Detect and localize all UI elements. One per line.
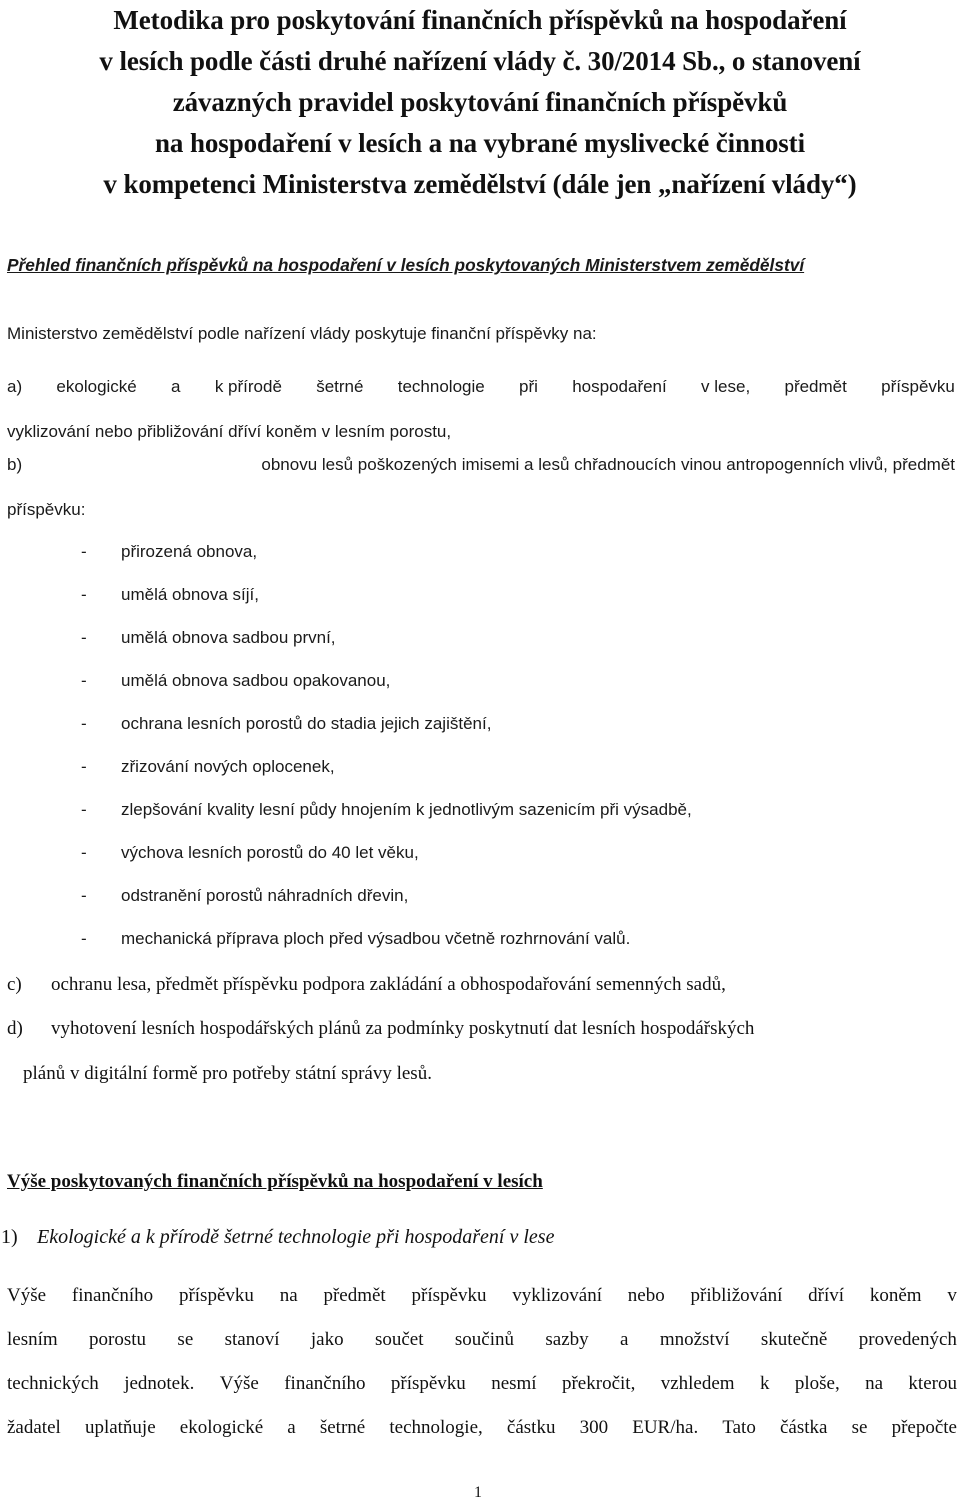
item-b-sub-list xyxy=(81,530,692,960)
item-d-line2: plánů v digitální formě pro potřeby státní správy lesů. xyxy=(23,1063,432,1084)
paragraph-word: přibližování xyxy=(690,1285,783,1306)
overview-heading: Přehled finančních příspěvků na hospodaření v lesích poskytovaných Ministerstvem zemědělství xyxy=(7,255,805,275)
subsection-1-number: 1) xyxy=(1,1226,18,1248)
document-title xyxy=(0,0,960,205)
item-c-text: ochranu lesa, předmět příspěvku podpora zakládání a obhospodařování semenných sadů, xyxy=(51,974,726,995)
list-item xyxy=(81,530,692,573)
list-dash: - xyxy=(81,671,87,690)
list-item xyxy=(81,831,692,874)
list-dash: - xyxy=(81,585,87,604)
paragraph-word: překročit, xyxy=(561,1373,636,1394)
list-item-text: umělá obnova sadbou první, xyxy=(121,628,336,647)
paragraph-word: lesním xyxy=(7,1329,58,1350)
title-line: v lesích podle části druhé nařízení vlády č. 30/2014 Sb., o stanovení xyxy=(99,46,861,76)
list-dash: - xyxy=(81,886,87,905)
overview-intro: Ministerstvo zemědělství podle nařízení vlády poskytuje finanční příspěvky na: xyxy=(7,324,597,343)
list-dash: - xyxy=(81,843,87,862)
item-a-line2: vyklizování nebo přibližování dříví koněm v lesním porostu, xyxy=(7,422,452,441)
list-item-text: umělá obnova síjí, xyxy=(121,585,259,604)
paragraph-word: dříví xyxy=(808,1285,845,1306)
list-dash: - xyxy=(81,714,87,733)
title-line: v kompetenci Ministerstva zemědělství (dále jen „nařízení vlády“) xyxy=(103,169,857,199)
item-b-line2: příspěvku: xyxy=(7,500,86,519)
list-item xyxy=(81,745,692,788)
list-item xyxy=(81,573,692,616)
paragraph-word: Tato xyxy=(722,1417,756,1438)
subsection-1-title: Ekologické a k přírodě šetrné technologie při hospodaření v lese xyxy=(37,1226,555,1248)
paragraph-word: kterou xyxy=(908,1373,957,1394)
list-dash: - xyxy=(81,800,87,819)
paragraph-word: Výše xyxy=(219,1373,259,1394)
list-item-text: ochrana lesních porostů do stadia jejich zajištění, xyxy=(121,714,492,733)
item-b-word: b) xyxy=(7,455,23,474)
paragraph-word: Výše xyxy=(7,1285,47,1306)
paragraph-word: finančního xyxy=(284,1373,366,1394)
list-dash: - xyxy=(81,628,87,647)
item-d xyxy=(7,1006,957,1096)
paragraph-word: žadatel xyxy=(7,1417,61,1438)
paragraph-word: EUR/ha. xyxy=(632,1417,699,1438)
paragraph-word: příspěvku xyxy=(390,1373,466,1394)
paragraph-word: součinů xyxy=(454,1329,515,1350)
paragraph-word: na xyxy=(865,1373,884,1394)
paragraph-word: 300 xyxy=(579,1417,609,1438)
paragraph-word: vzhledem xyxy=(660,1373,735,1394)
list-dash: - xyxy=(81,757,87,776)
paragraph-word: ekologické xyxy=(179,1417,264,1438)
list-dash: - xyxy=(81,542,87,561)
paragraph-word: přepočte xyxy=(891,1417,957,1438)
item-a-word: při xyxy=(519,377,538,396)
item-a-word: příspěvku xyxy=(881,377,955,396)
paragraph-word: se xyxy=(851,1417,868,1438)
paragraph-line xyxy=(7,1318,957,1362)
list-item-text: zlepšování kvality lesní půdy hnojením k jednotlivým sazenicím při výsadbě, xyxy=(121,800,692,819)
item-a-word: a xyxy=(171,377,181,396)
item-a-word: a) xyxy=(7,377,23,396)
paragraph-word: skutečně xyxy=(760,1329,828,1350)
paragraph-word: šetrné xyxy=(319,1417,366,1438)
item-a xyxy=(7,364,955,454)
paragraph-word: předmět xyxy=(323,1285,386,1306)
list-item-text: umělá obnova sadbou opakovanou, xyxy=(121,671,391,690)
paragraph-line xyxy=(7,1362,957,1406)
paragraph-word: částku xyxy=(506,1417,556,1438)
paragraph-word: na xyxy=(279,1285,298,1306)
paragraph-word: částka xyxy=(779,1417,828,1438)
page-number: 1 xyxy=(474,1484,482,1501)
paragraph-word: nebo xyxy=(627,1285,665,1306)
list-item-text: mechanická příprava ploch před výsadbou včetně rozhrnování valů. xyxy=(121,929,631,948)
item-a-word: šetrné xyxy=(316,377,364,396)
item-c xyxy=(7,962,957,1007)
list-item-text: přirozená obnova, xyxy=(121,542,258,561)
paragraph-word: se xyxy=(177,1329,194,1350)
item-b-line1 xyxy=(7,442,955,487)
paragraph-word: jako xyxy=(310,1329,344,1350)
title-line: Metodika pro poskytování finančních příspěvků na hospodaření xyxy=(113,5,847,35)
amounts-heading: Výše poskytovaných finančních příspěvků na hospodaření v lesích xyxy=(7,1171,543,1192)
list-item xyxy=(81,917,692,960)
item-b xyxy=(7,442,955,532)
amounts-paragraph xyxy=(7,1274,957,1450)
item-d-text: vyhotovení lesních hospodářských plánů za podmínky poskytnutí dat lesních hospodářských xyxy=(51,1018,755,1039)
paragraph-word: technických xyxy=(7,1373,99,1394)
paragraph-word: součet xyxy=(374,1329,424,1350)
item-a-line1 xyxy=(7,364,955,409)
list-item xyxy=(81,874,692,917)
paragraph-word: provedených xyxy=(858,1329,957,1350)
paragraph-word: množství xyxy=(659,1329,730,1350)
paragraph-word: koněm xyxy=(869,1285,922,1306)
list-item xyxy=(81,788,692,831)
subsection-1 xyxy=(1,1222,554,1252)
paragraph-word: technologie, xyxy=(389,1417,483,1438)
title-line: závazných pravidel poskytování finančních příspěvků xyxy=(172,87,788,117)
paragraph-word: nesmí xyxy=(491,1373,537,1394)
paragraph-line xyxy=(7,1274,957,1318)
item-c-label: c) xyxy=(7,974,22,995)
list-item-text: výchova lesních porostů do 40 let věku, xyxy=(121,843,419,862)
paragraph-word: porostu xyxy=(89,1329,147,1350)
paragraph-word: k xyxy=(759,1373,770,1394)
item-b-word: obnovu lesů poškozených imisemi a lesů chřadnoucích vinou antropogenních vlivů, předmět xyxy=(261,455,955,474)
item-a-word: k přírodě xyxy=(214,377,282,396)
paragraph-word: vyklizování xyxy=(512,1285,602,1306)
paragraph-word: příspěvku xyxy=(178,1285,254,1306)
paragraph-word: ploše, xyxy=(794,1373,840,1394)
paragraph-line xyxy=(7,1406,957,1450)
paragraph-word: a xyxy=(287,1417,296,1438)
title-line: na hospodaření v lesích a na vybrané myslivecké činnosti xyxy=(155,128,805,158)
list-item xyxy=(81,659,692,702)
item-d-label: d) xyxy=(7,1018,23,1039)
list-item-text: odstranění porostů náhradních dřevin, xyxy=(121,886,409,905)
paragraph-word: příspěvku xyxy=(411,1285,487,1306)
list-dash: - xyxy=(81,929,87,948)
paragraph-word: uplatňuje xyxy=(84,1417,156,1438)
paragraph-word: sazby xyxy=(545,1329,589,1350)
paragraph-word: jednotek. xyxy=(124,1373,195,1394)
paragraph-word: v xyxy=(947,1285,957,1306)
paragraph-word: stanoví xyxy=(224,1329,280,1350)
item-a-word: technologie xyxy=(397,377,485,396)
list-item xyxy=(81,702,692,745)
item-a-word: předmět xyxy=(784,377,847,396)
item-a-word: hospodaření xyxy=(572,377,667,396)
item-a-word: v lese, xyxy=(701,377,751,396)
list-item-text: zřizování nových oplocenek, xyxy=(121,757,335,776)
item-a-word: ekologické xyxy=(56,377,137,396)
list-item xyxy=(81,616,692,659)
paragraph-word: finančního xyxy=(71,1285,154,1306)
paragraph-word: a xyxy=(620,1329,629,1350)
